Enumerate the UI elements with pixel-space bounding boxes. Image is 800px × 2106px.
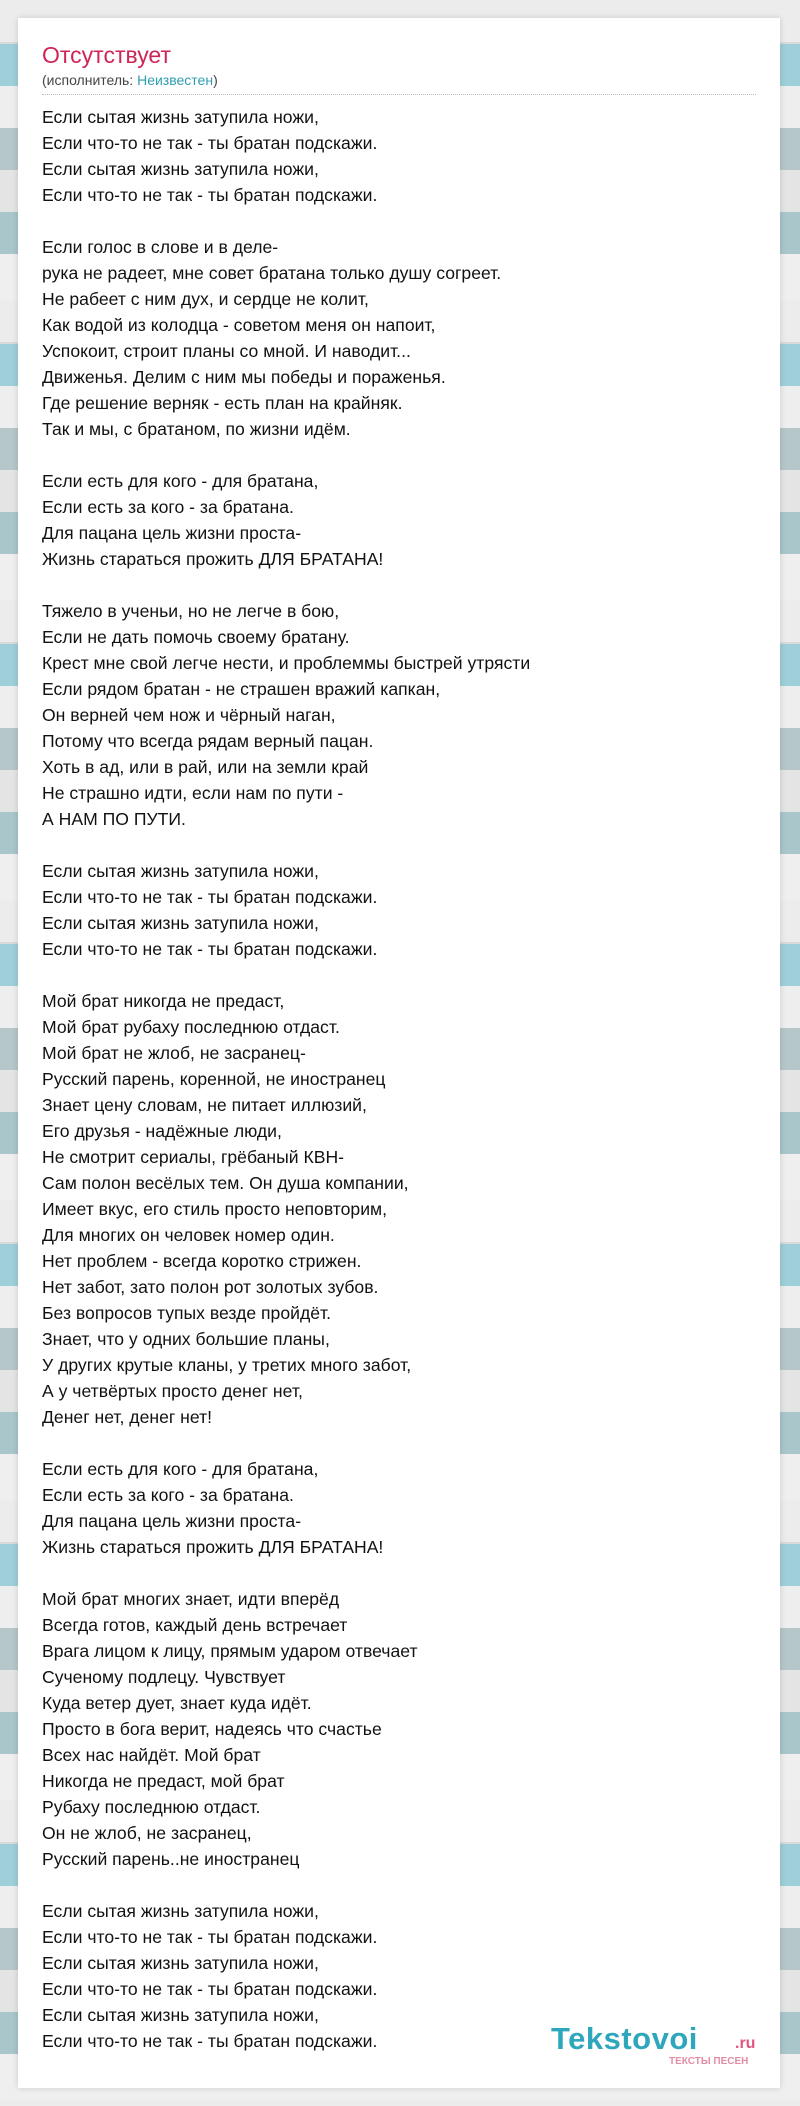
lyric-line: Для пацана цель жизни проста- <box>42 523 302 543</box>
performer-line <box>42 72 218 88</box>
lyric-line: Если есть за кого - за братана. <box>42 497 294 517</box>
lyric-line: Не страшно идти, если нам по пути - <box>42 783 344 803</box>
lyric-line: Не смотрит сериалы, грёбаный КВН- <box>42 1147 345 1167</box>
lyric-line: Успокоит, строит планы со мной. И наводит... <box>42 341 411 361</box>
lyric-line: А НАМ ПО ПУТИ. <box>42 809 186 829</box>
lyric-line: А у четвёртых просто денег нет, <box>42 1381 303 1401</box>
stanza-break <box>42 208 756 234</box>
lyric-line: Для пацана цель жизни проста- <box>42 1511 302 1531</box>
lyric-line: Если что-то не так - ты братан подскажи. <box>42 2031 378 2051</box>
logo-name: Tekstovoi <box>551 2021 698 2056</box>
lyric-line: Мой брат рубаху последнюю отдаст. <box>42 1017 340 1037</box>
lyric-line: Никогда не предаст, мой брат <box>42 1771 285 1791</box>
lyric-line: Русский парень..не иностранец <box>42 1849 300 1869</box>
lyric-line: Если сытая жизнь затупила ножи, <box>42 913 319 933</box>
logo-tld: .ru <box>735 2035 756 2052</box>
lyric-line: Если что-то не так - ты братан подскажи. <box>42 1979 378 1999</box>
lyric-line: Где решение верняк - есть план на крайняк. <box>42 393 403 413</box>
lyric-line: Если не дать помочь своему братану. <box>42 627 350 647</box>
performer-link[interactable]: Неизвестен <box>137 72 214 88</box>
lyric-line: Движенья. Делим с ним мы победы и пораженья. <box>42 367 446 387</box>
lyric-line: У других крутые кланы, у третих много забот, <box>42 1355 412 1375</box>
lyric-line: Он не жлоб, не засранец, <box>42 1823 252 1843</box>
lyric-line: Нет проблем - всегда коротко стрижен. <box>42 1251 362 1271</box>
lyric-line: Мой брат многих знает, идти вперёд <box>42 1589 340 1609</box>
stanza-break <box>42 1560 756 1586</box>
lyric-line: Русский парень, коренной, не иностранец <box>42 1069 386 1089</box>
lyric-line: Если сытая жизнь затупила ножи, <box>42 861 319 881</box>
header-divider <box>42 94 756 95</box>
lyric-line: Потому что всегда рядам верный пацан. <box>42 731 374 751</box>
lyric-line: Мой брат не жлоб, не засранец- <box>42 1043 306 1063</box>
lyric-line: Всегда готов, каждый день встречает <box>42 1615 348 1635</box>
lyric-line: Если есть для кого - для братана, <box>42 471 319 491</box>
lyric-line: Если есть за кого - за братана. <box>42 1485 294 1505</box>
lyric-line: Если сытая жизнь затупила ножи, <box>42 159 319 179</box>
performer-prefix: (исполнитель: <box>42 72 138 88</box>
lyric-line: Если рядом братан - не страшен вражий капкан, <box>42 679 441 699</box>
lyric-line: Если что-то не так - ты братан подскажи. <box>42 1927 378 1947</box>
lyric-line: Если есть для кого - для братана, <box>42 1459 319 1479</box>
stanza-break <box>42 572 756 598</box>
song-title: Отсутствует <box>42 42 171 68</box>
lyric-line: Жизнь стараться прожить ДЛЯ БРАТАНА! <box>42 1537 384 1557</box>
lyric-line: Если что-то не так - ты братан подскажи. <box>42 133 378 153</box>
lyric-line: Жизнь стараться прожить ДЛЯ БРАТАНА! <box>42 549 384 569</box>
lyric-line: рука не радеет, мне совет братана только душу согреет. <box>42 263 502 283</box>
lyric-line: Если сытая жизнь затупила ножи, <box>42 1953 319 1973</box>
lyric-line: Не рабеет с ним дух, и сердце не колит, <box>42 289 369 309</box>
lyric-line: Врага лицом к лицу, прямым ударом отвечает <box>42 1641 418 1661</box>
performer-suffix: ) <box>213 72 218 88</box>
lyric-line: Если сытая жизнь затупила ножи, <box>42 2005 319 2025</box>
lyric-line: Его друзья - надёжные люди, <box>42 1121 282 1141</box>
lyric-line: Если голос в слове и в деле- <box>42 237 279 257</box>
lyric-line: Просто в бога верит, надеясь что счастье <box>42 1719 382 1739</box>
stanza-break <box>42 1430 756 1456</box>
lyric-line: Сам полон весёлых тем. Он душа компании, <box>42 1173 409 1193</box>
lyric-line: Он верней чем нож и чёрный наган, <box>42 705 336 725</box>
lyric-line: Мой брат никогда не предаст, <box>42 991 285 1011</box>
lyric-line: Если что-то не так - ты братан подскажи. <box>42 185 378 205</box>
lyric-line: Денег нет, денег нет! <box>42 1407 213 1427</box>
lyric-line: Если сытая жизнь затупила ножи, <box>42 107 319 127</box>
lyric-line: Как водой из колодца - советом меня он напоит, <box>42 315 436 335</box>
lyric-line: Имеет вкус, его стиль просто неповторим, <box>42 1199 388 1219</box>
lyric-line: Тяжело в ученьи, но не легче в бою, <box>42 601 340 621</box>
lyric-line: Куда ветер дует, знает куда идёт. <box>42 1693 312 1713</box>
lyric-line: Знает, что у одних большие планы, <box>42 1329 330 1349</box>
lyric-line: Если что-то не так - ты братан подскажи. <box>42 939 378 959</box>
site-logo[interactable] <box>551 2023 772 2073</box>
stanza-break <box>42 442 756 468</box>
lyric-line: Если сытая жизнь затупила ножи, <box>42 1901 319 1921</box>
lyric-line: Если что-то не так - ты братан подскажи. <box>42 887 378 907</box>
lyrics-text <box>42 104 756 2054</box>
lyric-line: Всех нас найдёт. Мой брат <box>42 1745 261 1765</box>
lyric-line: Сученому подлецу. Чувствует <box>42 1667 286 1687</box>
lyric-line: Рубаху последнюю отдаст. <box>42 1797 261 1817</box>
stanza-break <box>42 832 756 858</box>
lyric-line: Знает цену словам, не питает иллюзий, <box>42 1095 367 1115</box>
lyric-line: Без вопросов тупых везде пройдёт. <box>42 1303 331 1323</box>
lyric-line: Так и мы, с братаном, по жизни идём. <box>42 419 351 439</box>
lyric-line: Нет забот, зато полон рот золотых зубов. <box>42 1277 379 1297</box>
lyric-line: Для многих он человек номер один. <box>42 1225 335 1245</box>
logo-tagline: ТЕКСТЫ ПЕСЕН <box>669 2056 749 2067</box>
stanza-break <box>42 962 756 988</box>
lyrics-card <box>18 18 780 2088</box>
stanza-break <box>42 1872 756 1898</box>
lyric-line: Крест мне свой легче нести, и проблеммы быстрей утрясти <box>42 653 531 673</box>
lyric-line: Хоть в ад, или в рай, или на земли край <box>42 757 369 777</box>
